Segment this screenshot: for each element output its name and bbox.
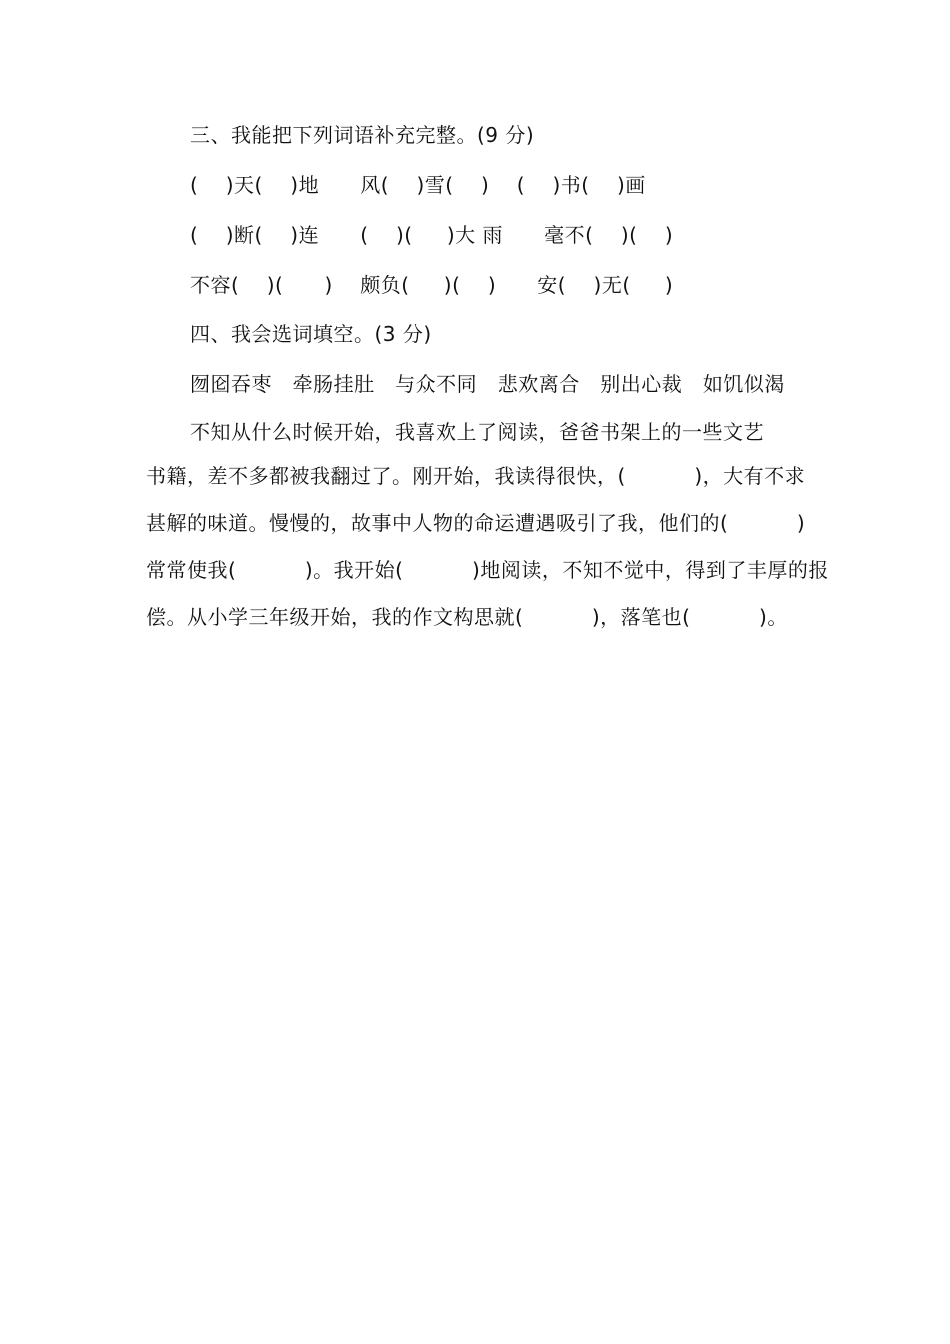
word-bank: 囫囵吞枣 牵肠挂肚 与众不同 悲欢离合 别出心裁 如饥似渴: [190, 372, 785, 396]
passage-line-3: 甚解的味道。慢慢的，故事中人物的命运遭遇吸引了我，他们的( ): [146, 511, 806, 535]
fill-blank-row-1: ( )天( )地 风( )雪( ) ( )书( )画: [190, 173, 646, 197]
passage-line-5: 偿。从小学三年级开始，我的作文构思就( )，落笔也( )。: [146, 605, 788, 629]
passage-line-1: 不知从什么时候开始，我喜欢上了阅读，爸爸书架上的一些文艺: [190, 420, 764, 444]
fill-blank-row-2: ( )断( )连 ( )( )大 雨 毫不( )( ): [190, 223, 674, 247]
fill-blank-row-3: 不容( )( ) 颇负( )( ) 安( )无( ): [190, 273, 674, 297]
passage-line-2: 书籍，差不多都被我翻过了。刚开始，我读得很快，( )，大有不求: [146, 464, 806, 488]
passage-line-4: 常常使我( )。我开始( )地阅读，不知不觉中，得到了丰厚的报: [146, 558, 829, 582]
section-4-heading: 四、我会选词填空。(3 分): [190, 322, 432, 346]
section-3-heading: 三、我能把下列词语补充完整。(9 分): [190, 123, 535, 147]
